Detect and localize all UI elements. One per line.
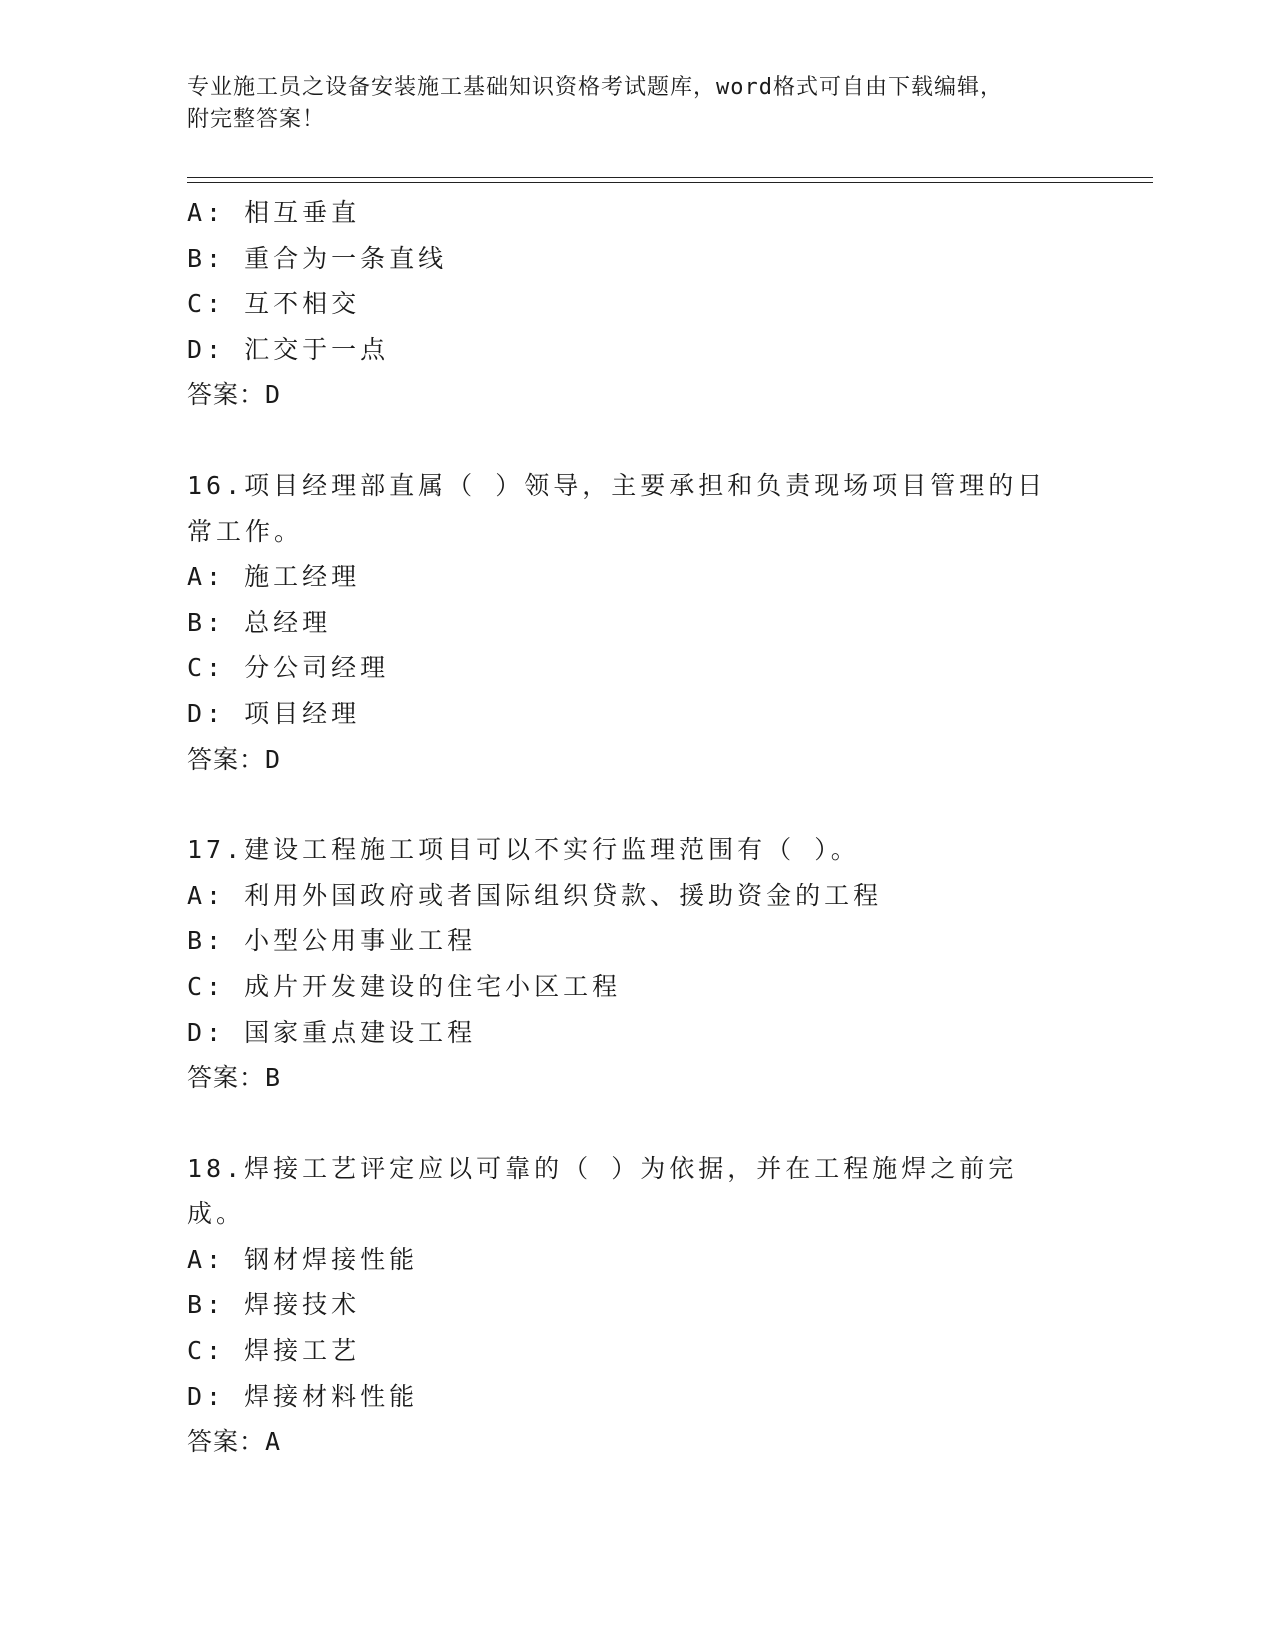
option-b: B: 总经理 <box>187 607 332 637</box>
option-d: D: 汇交于一点 <box>187 334 390 364</box>
header-rule-bottom <box>187 182 1153 183</box>
answer-line: 答案：A <box>187 1427 281 1457</box>
option-d: D: 国家重点建设工程 <box>187 1017 477 1047</box>
question-title: 18.焊接工艺评定应以可靠的（ ）为依据，并在工程施焊之前完成。 <box>187 1153 1018 1229</box>
question-18 <box>187 1146 1087 1465</box>
question-fragment <box>187 190 1087 418</box>
option-a: A: 钢材焊接性能 <box>187 1244 419 1274</box>
option-d: D: 焊接材料性能 <box>187 1381 419 1411</box>
question-17 <box>187 827 1087 1101</box>
option-a: A: 相互垂直 <box>187 198 361 227</box>
option-c: C: 成片开发建设的住宅小区工程 <box>187 971 622 1001</box>
option-a: A: 施工经理 <box>187 562 361 592</box>
option-c: C: 互不相交 <box>187 289 361 319</box>
question-title: 17.建设工程施工项目可以不实行监理范围有（ ）。 <box>187 835 860 865</box>
option-d: D: 项目经理 <box>187 698 361 728</box>
document-header <box>187 72 1087 136</box>
option-b: B: 重合为一条直线 <box>187 243 448 273</box>
question-list <box>187 190 1087 1465</box>
option-b: B: 焊接技术 <box>187 1290 361 1320</box>
option-a: A: 利用外国政府或者国际组织贷款、援助资金的工程 <box>187 880 883 910</box>
option-c: C: 分公司经理 <box>187 653 390 683</box>
header-rule-top <box>187 177 1153 178</box>
question-16 <box>187 463 1087 782</box>
answer-line: 答案：D <box>187 744 281 774</box>
header-line-2: 附完整答案！ <box>187 107 326 132</box>
option-b: B: 小型公用事业工程 <box>187 926 477 956</box>
answer-line: 答案：B <box>187 1063 281 1093</box>
question-title: 16.项目经理部直属（ ）领导，主要承担和负责现场项目管理的日常工作。 <box>187 470 1047 546</box>
header-line-1: 专业施工员之设备安装施工基础知识资格考试题库，word格式可自由下载编辑， <box>187 75 1003 100</box>
answer-line: 答案：D <box>187 380 281 410</box>
option-c: C: 焊接工艺 <box>187 1336 361 1366</box>
